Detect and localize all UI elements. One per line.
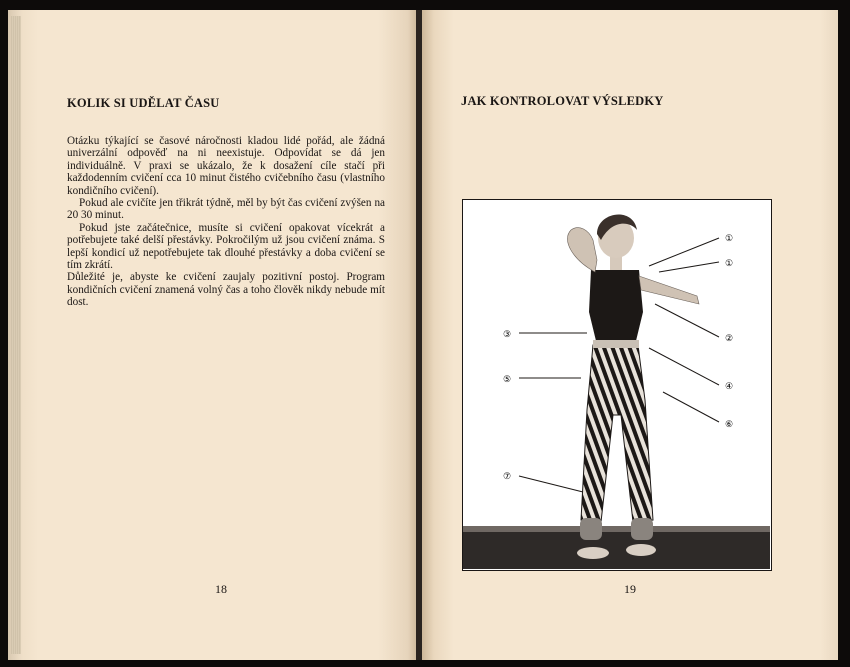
left-page-body (67, 135, 385, 309)
paragraph-4: Důležité je, abyste ke cvičení zaujaly pozitivní postoj. Program kondičních cvičení znamená volný čas a toho člověk nikdy nebude mít dost. (67, 271, 385, 309)
exercise-figure (462, 199, 772, 571)
right-page-heading: JAK KONTROLOVAT VÝSLEDKY (461, 94, 664, 108)
woman-figure (567, 215, 699, 559)
floor (463, 530, 770, 569)
page-edges (11, 16, 21, 654)
callout-4: ④ (725, 381, 734, 391)
figure-illustration (463, 200, 770, 569)
callout-6: ⑥ (725, 419, 734, 429)
callout-5: ⑤ (503, 374, 512, 384)
paragraph-3: Pokud jste začátečnice, musíte si cvičení opakovat vícekrát a potřebujete také delší přestávky. Pokročilým už jsou cvičení známa. S lepší kondicí už nepotřebujete tak dlouhé přestávky a doba cvičení se tím zkrátí. (67, 221, 385, 272)
floor-edge (463, 526, 770, 532)
callout-1-top: ① (725, 233, 734, 243)
left-page-heading: KOLIK SI UDĚLAT ČASU (67, 96, 220, 110)
callout-3: ③ (503, 329, 512, 339)
paragraph-1: Otázku týkající se časové náročnosti kladou lidé pořád, ale žádná univerzální odpověď na ni neexistuje. Odpovídat se dá jen individuálně. V praxi se ukázalo, že k dosažení cíle stačí při každodenním cvičení cca 10 minut čistého cvičebního času (vlastního kondičního cvičení). (67, 135, 385, 197)
left-page (8, 10, 418, 660)
callout-7: ⑦ (503, 471, 512, 481)
book-gutter (416, 10, 422, 660)
paragraph-2: Pokud ale cvičíte jen třikrát týdně, měl by být čas cvičení zvýšen na 20 30 minut. (67, 197, 385, 222)
left-page-number: 18 (215, 582, 227, 596)
right-page-number: 19 (624, 582, 636, 596)
callout-1-bottom: ① (725, 258, 734, 268)
callout-2: ② (725, 333, 734, 343)
